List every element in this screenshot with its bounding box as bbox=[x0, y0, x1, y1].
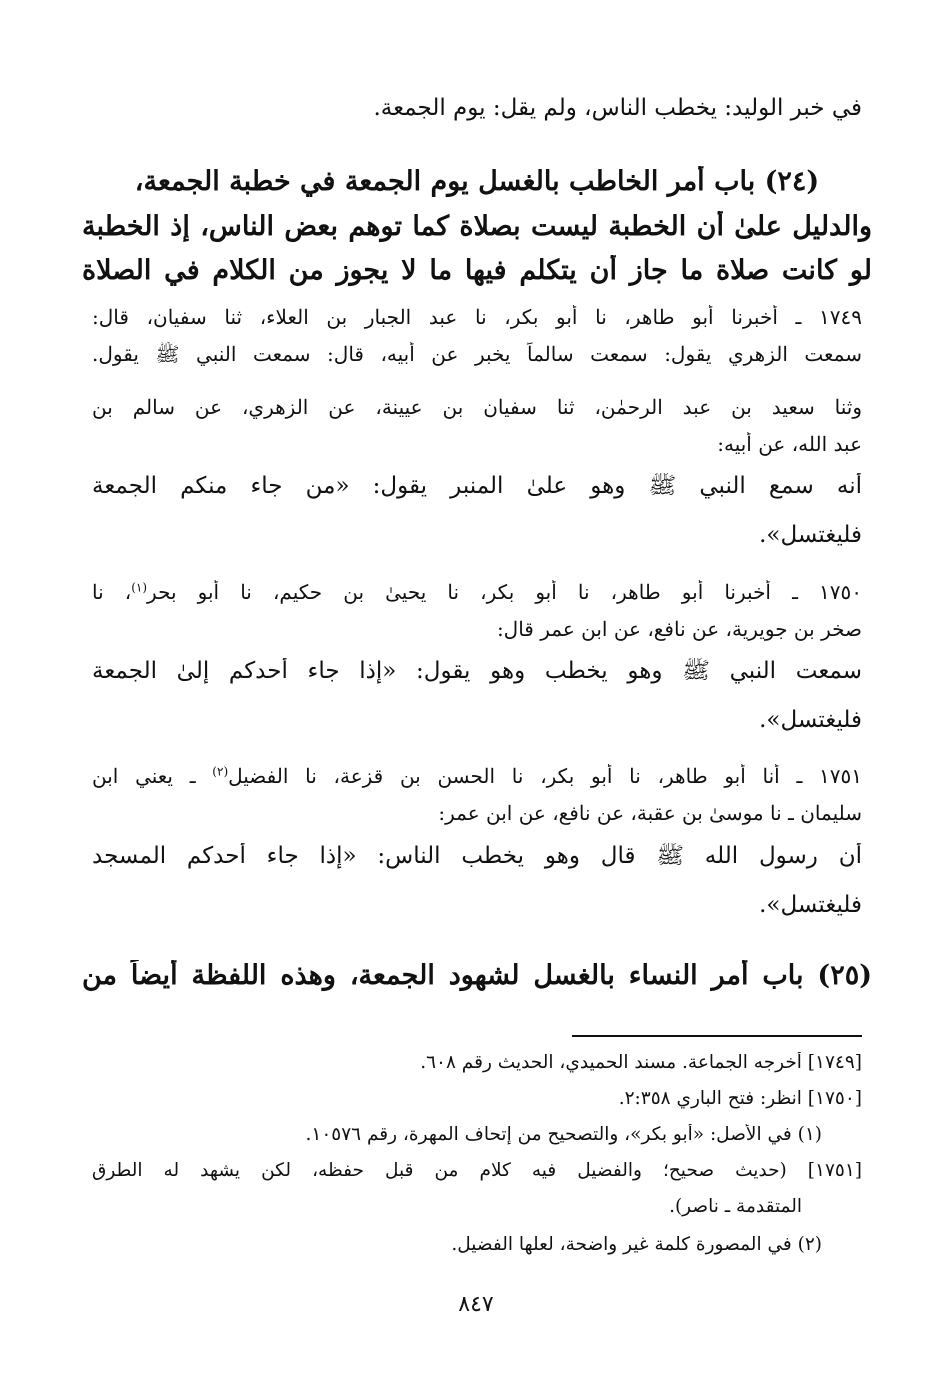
footnote: [١٧٤٩] أخرجه الجماعة. مسند الحميدي، الحديث رقم ٦٠٨. bbox=[420, 1052, 862, 1073]
hadith-isnad: سمعت الزهري يقول: سمعت سالماً يخبر عن أبيه، قال: سمعت النبي ﷺ يقول. bbox=[92, 342, 862, 366]
text-segment: ، نا bbox=[92, 580, 132, 604]
page-number: ٨٤٧ bbox=[458, 1292, 494, 1317]
hadith-matn: فليغتسل». bbox=[759, 707, 862, 733]
hadith-matn: أنه سمع النبي ﷺ وهو علىٰ المنبر يقول: «من جاء منكم الجمعة bbox=[92, 473, 862, 499]
footnote: (١) في الأصل: «أبو بكر»، والتصحيح من إتحاف المهرة، رقم ١٠٥٧٦. bbox=[305, 1124, 822, 1145]
text-line: في خبر الوليد: يخطب الناس، ولم يقل: يوم الجمعة. bbox=[373, 95, 862, 121]
text-segment: ١٧٥١ ـ أنا أبو طاهر، نا أبو بكر، نا الحسن بن قزعة، نا الفضيل bbox=[228, 764, 862, 788]
footnote: المتقدمة ـ ناصر). bbox=[669, 1196, 802, 1217]
footnote-mark: (٢) bbox=[212, 764, 229, 779]
chapter-heading: لو كانت صلاة ما جاز أن يتكلم فيها ما لا يجوز من الكلام في الصلاة bbox=[82, 255, 872, 286]
hadith-isnad: ١٧٤٩ ـ أخبرنا أبو طاهر، نا أبو بكر، نا عبد الجبار بن العلاء، ثنا سفيان، قال: bbox=[92, 305, 862, 329]
footnote: (٢) في المصورة كلمة غير واضحة، لعلها الفضيل. bbox=[451, 1234, 822, 1255]
hadith-matn: أن رسول الله ﷺ قال وهو يخطب الناس: «إذا جاء أحدكم المسجد bbox=[92, 843, 862, 869]
text-segment: ـ يعني ابن bbox=[92, 764, 213, 788]
chapter-heading: والدليل علىٰ أن الخطبة ليست بصلاة كما توهم بعض الناس، إذ الخطبة bbox=[82, 211, 872, 242]
footnote: [١٧٥٠] انظر: فتح الباري ٢:٣٥٨. bbox=[618, 1088, 862, 1109]
hadith-isnad: صخر بن جويرية، عن نافع، عن ابن عمر قال: bbox=[496, 617, 862, 641]
chapter-heading: (٢٤) باب أمر الخاطب بالغسل يوم الجمعة في خطبة الجمعة، bbox=[134, 166, 820, 197]
footnote: [١٧٥١] (حديث صحيح؛ والفضيل فيه كلام من قبل حفظه، لكن يشهد له الطرق bbox=[92, 1160, 862, 1181]
hadith-matn: فليغتسل». bbox=[759, 522, 862, 548]
hadith-matn: فليغتسل». bbox=[759, 892, 862, 918]
hadith-isnad: وثنا سعيد بن عبد الرحمٰن، ثنا سفيان بن عيينة، عن الزهري، عن سالم بن bbox=[92, 395, 862, 419]
hadith-isnad: عبد الله، عن أبيه: bbox=[717, 432, 862, 456]
hadith-matn: سمعت النبي ﷺ وهو يخطب وهو يقول: «إذا جاء أحدكم إلىٰ الجمعة bbox=[92, 658, 862, 684]
hadith-isnad: سليمان ـ نا موسىٰ بن عقبة، عن نافع، عن ابن عمر: bbox=[438, 801, 862, 825]
hadith-isnad bbox=[92, 580, 862, 604]
footnote-mark: (١) bbox=[131, 580, 148, 595]
text-segment: ١٧٥٠ ـ أخبرنا أبو طاهر، نا أبو بكر، نا يحيىٰ بن حكيم، نا أبو بحر bbox=[147, 580, 862, 604]
hadith-isnad bbox=[92, 764, 862, 788]
footnote-divider bbox=[572, 1035, 862, 1037]
chapter-heading: (٢٥) باب أمر النساء بالغسل لشهود الجمعة، وهذه اللفظة أيضاً من bbox=[82, 960, 872, 991]
